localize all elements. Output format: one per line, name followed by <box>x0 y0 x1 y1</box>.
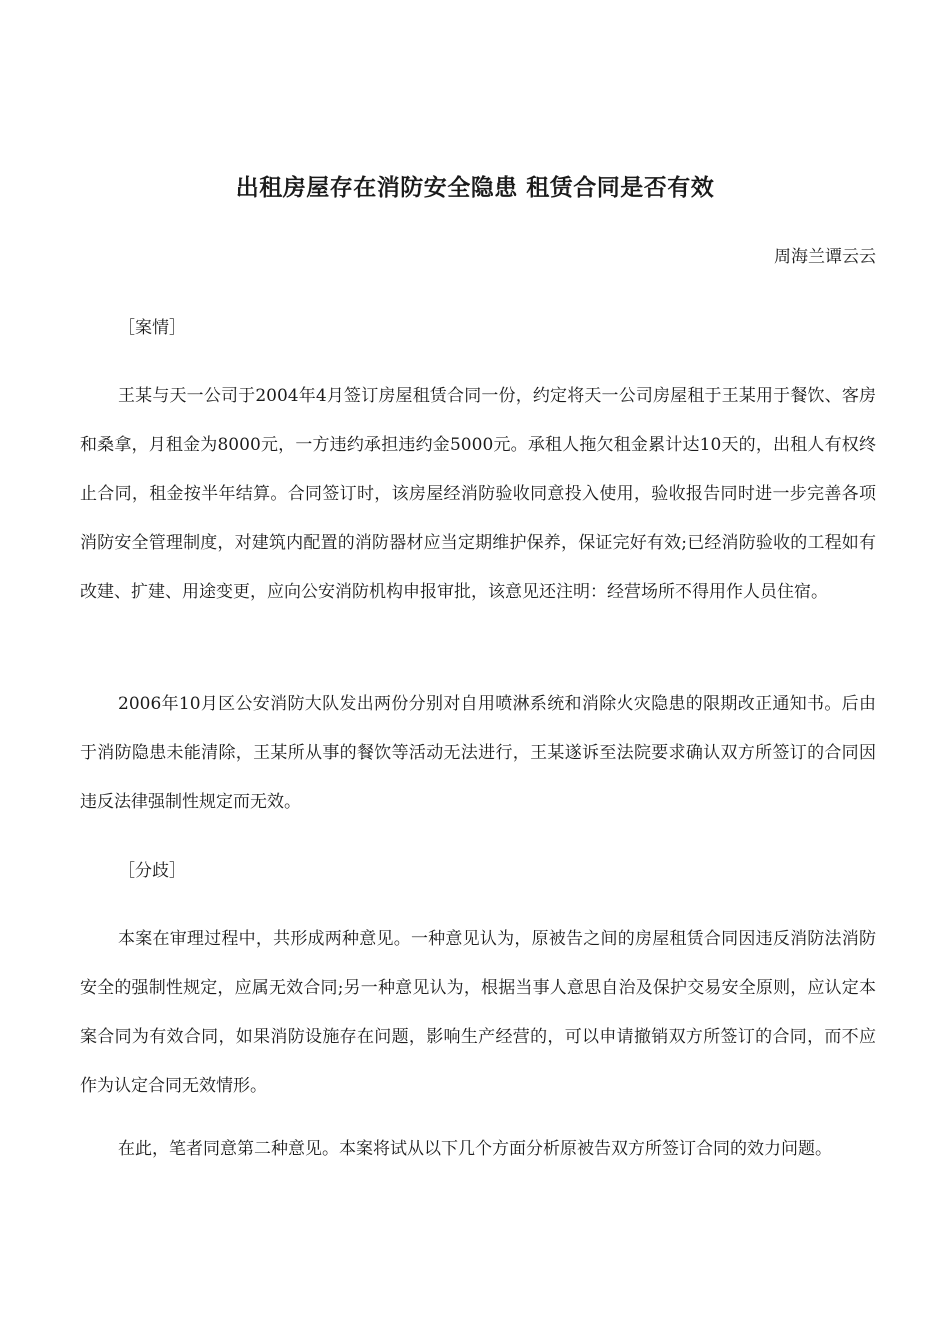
document-title: 出租房屋存在消防安全隐患 租赁合同是否有效 <box>235 175 715 201</box>
paragraph-case-notice: 2006年10月区公安消防大队发出两份分别对自用喷淋系统和消除火灾隐患的限期改正通知书。后由于消防隐患未能清除，王某所从事的餐饮等活动无法进行，王某遂诉至法院要求确认双方所签订的合同因违反法律强制性规定而无效。 <box>80 694 876 812</box>
author-line: 周海兰谭云云 <box>774 247 876 267</box>
section-heading-case: ［案情］ <box>118 318 186 338</box>
paragraph-dispute-opinions: 本案在审理过程中，共形成两种意见。一种意见认为，原被告之间的房屋租赁合同因违反消防法消防安全的强制性规定，应属无效合同;另一种意见认为，根据当事人意思自治及保护交易安全原则，应认定本案合同为有效合同，如果消防设施存在问题，影响生产经营的，可以申请撤销双方所签订的合同，而不应作为认定合同无效情形。 <box>80 929 876 1096</box>
section-heading-dispute: ［分歧］ <box>118 861 186 881</box>
paragraph-case-facts: 王某与天一公司于2004年4月签订房屋租赁合同一份，约定将天一公司房屋租于王某用于餐饮、客房和桑拿，月租金为8000元，一方违约承担违约金5000元。承租人拖欠租金累计达10天的，出租人有权终止合同，租金按半年结算。合同签订时，该房屋经消防验收同意投入使用，验收报告同时进一步完善各项消防安全管理制度，对建筑内配置的消防器材应当定期维护保养，保证完好有效;已经消防验收的工程如有改建、扩建、用途变更，应向公安消防机构申报审批，该意见还注明：经营场所不得用作人员住宿。 <box>80 386 876 602</box>
paragraph-author-view: 在此，笔者同意第二种意见。本案将试从以下几个方面分析原被告双方所签订合同的效力问题。 <box>118 1139 832 1159</box>
